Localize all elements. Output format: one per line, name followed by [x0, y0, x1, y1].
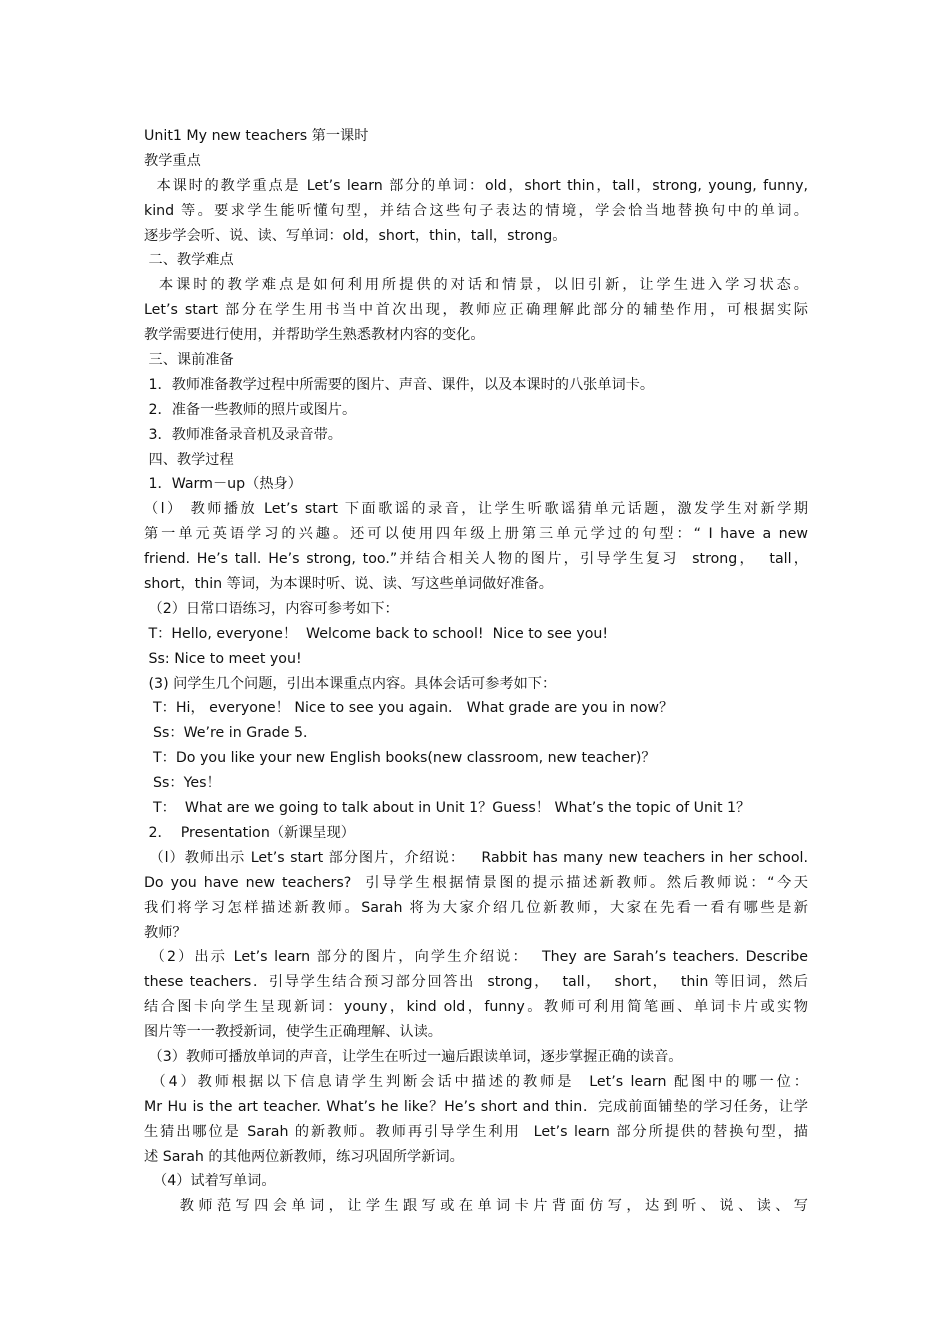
- paragraph-line: these teachers．引导学生结合预习部分回答出 strong， tall， short， thin 等旧词，然后: [144, 974, 808, 991]
- paragraph-line: （2）出示 Let’s learn 部分的图片，向学生介绍说： They are Sarah’s teachers. Describe: [144, 949, 808, 966]
- paragraph-line: （3）教师可播放单词的声音，让学生在听过一遍后跟读单词，逐步掌握正确的读音。: [144, 1048, 683, 1065]
- dialogue-line: Ss：Yes！: [144, 775, 221, 792]
- paragraph-line: 教师范写四会单词，让学生跟写或在单词卡片背面仿写，达到听、说、读、写: [144, 1198, 808, 1215]
- paragraph-line: （4）教师根据以下信息请学生判断会话中描述的教师是 Let’s learn 配图中的哪一位：: [144, 1073, 808, 1090]
- paragraph-line: 生猜出哪位是 Sarah 的新教师。教师再引导学生利用 Let’s learn 部分所提供的替换句型，描: [144, 1123, 808, 1140]
- subsection-heading-warmup: 1．Warm－up（热身）: [144, 476, 302, 493]
- dialogue-line: T：Hello, everyone！ Welcome back to school! Nice to see you!: [144, 625, 609, 642]
- paragraph-line: 本课时的教学重点是 Let’s learn 部分的单词：old，short thin，tall，strong, young, funny,: [144, 177, 808, 194]
- list-item: 3．教师准备录音机及录音带。: [144, 426, 342, 443]
- dialogue-line: Ss: Nice to meet you!: [144, 650, 302, 667]
- paragraph-line: 第一单元英语学习的兴趣。还可以使用四年级上册第三单元学过的句型：“ I have a new: [144, 526, 808, 543]
- paragraph-line: （2）日常口语练习，内容可参考如下：: [144, 600, 399, 617]
- list-item: 1．教师准备教学过程中所需要的图片、声音、课件，以及本课时的八张单词卡。: [144, 376, 655, 393]
- paragraph-line: 我们将学习怎样描述新教师。Sarah 将为大家介绍几位新教师，大家在先看一看有哪些是新: [144, 899, 808, 916]
- paragraph-line: Let’s start 部分在学生用书当中首次出现，教师应正确理解此部分的辅垫作用，可根据实际: [144, 302, 808, 319]
- dialogue-line: T： What are we going to talk about in Unit 1？Guess！ What’s the topic of Unit 1？: [144, 800, 751, 817]
- paragraph-line: kind 等。要求学生能听懂句型，并结合这些句子表达的情境，学会恰当地替换句中的单词。: [144, 202, 808, 219]
- paragraph-line: 述 Sarah 的其他两位新教师，练习巩固所学新词。: [144, 1148, 464, 1165]
- subsection-heading-presentation: 2． Presentation（新课呈现）: [144, 824, 355, 841]
- list-item: 2．准备一些教师的照片或图片。: [144, 401, 357, 418]
- paragraph-line: 结合图卡向学生呈现新词：youny，kind old，funny。教师可利用简笔画、单词卡片或实物: [144, 999, 808, 1016]
- dialogue-line: T：Hi， everyone！ Nice to see you again． What grade are you in now？: [144, 700, 674, 717]
- paragraph-line: Do you have new teachers? 引导学生根据情景图的提示描述新教师。然后教师说：“今天: [144, 874, 808, 891]
- paragraph-line: （4）试着写单词。: [144, 1173, 276, 1190]
- section-heading-process: 四、教学过程: [144, 451, 234, 468]
- paragraph-line: friend. He’s tall. He’s strong, too.”并结合相关人物的图片，引导学生复习 strong， tall，: [144, 551, 808, 568]
- paragraph-line: 教师？: [144, 924, 187, 941]
- section-heading-preparation: 三、课前准备: [144, 352, 234, 369]
- document-title: Unit1 My new teachers 第一课时: [144, 128, 369, 144]
- dialogue-line: Ss：We’re in Grade 5．: [144, 725, 318, 742]
- paragraph-line: 逐步学会听、说、读、写单词：old，short，thin，tall，strong。: [144, 227, 567, 244]
- dialogue-line: T：Do you like your new English books(new classroom, new teacher)？: [144, 750, 656, 767]
- document-body: [144, 124, 808, 1219]
- paragraph-line: （l）教师出示 Let’s start 部分图片，介绍说： Rabbit has many new teachers in her school.: [144, 849, 808, 866]
- paragraph-line: Mr Hu is the art teacher. What’s he like？He’s short and thin．完成前面铺垫的学习任务，让学: [144, 1098, 808, 1115]
- paragraph-line: 图片等一一教授新词，使学生正确理解、认读。: [144, 1024, 442, 1041]
- paragraph-line: 教学需要进行使用，并帮助学生熟悉教材内容的变化。: [144, 327, 485, 344]
- paragraph-line: （l） 教师播放 Let’s start 下面歌谣的录音，让学生听歌谣猜单元话题，激发学生对新学期: [144, 501, 808, 518]
- section-heading-key-points: 教学重点: [144, 152, 201, 169]
- paragraph-line: short，thin 等词，为本课时听、说、读、写这些单词做好准备。: [144, 576, 553, 593]
- section-heading-difficulties: 二、教学难点: [144, 252, 234, 269]
- paragraph-line: 本课时的教学难点是如何利用所提供的对话和情景，以旧引新，让学生进入学习状态。: [144, 277, 808, 294]
- paragraph-line: (3) 问学生几个问题，引出本课重点内容。具体会话可参考如下：: [144, 675, 557, 692]
